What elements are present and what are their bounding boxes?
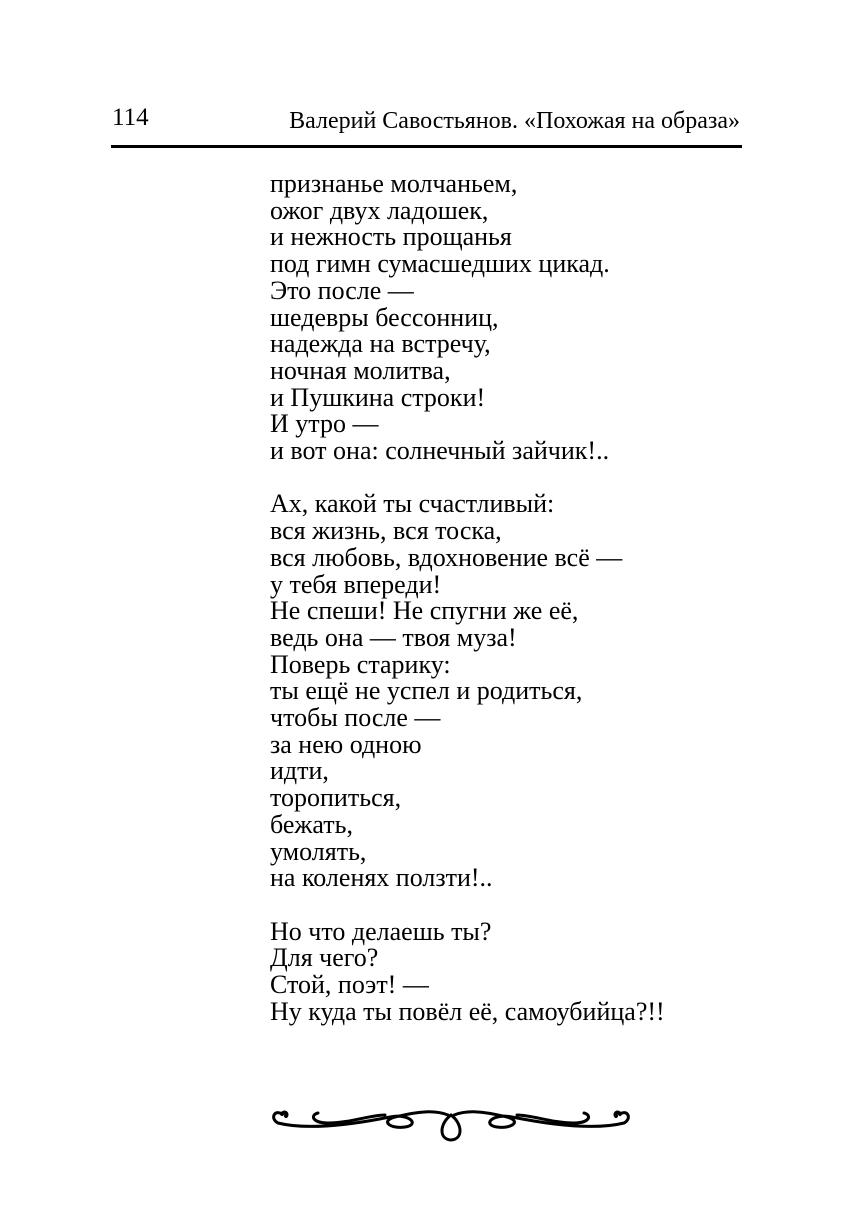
poem-line: под гимн сумасшедших цикад. [270,249,610,279]
header-rule [111,145,742,148]
poem-line: И утро — [270,409,379,439]
poem-line: Не спеши! Не спугни же её, [270,596,579,626]
poem-line: идти, [270,756,329,786]
poem-line: Для чего? [270,943,379,973]
poem-line: бежать, [270,809,353,839]
poem-line: и вот она: солнечный зайчик!.. [270,436,610,466]
poem-text [270,171,665,1052]
stanza [270,916,665,1026]
poem-line: ведь она — твоя муза! [270,622,517,652]
poem-line: Ах, какой ты счастливый: [270,489,555,519]
running-title: Валерий Савостьянов. «Похожая на образа» [289,108,740,134]
poem-line: торопиться, [270,783,402,813]
poem-line: за нею одною [270,729,422,759]
poem-line: и нежность прощанья [270,222,512,252]
poem-line: вся жизнь, вся тоска, [270,516,502,546]
poem-line: умолять, [270,836,367,866]
poem-line: вся любовь, вдохновение всё — [270,542,623,572]
poem-line: шедевры бессонниц, [270,302,499,332]
page-number: 114 [112,104,149,131]
poem-line: Стой, поэт! — [270,970,429,1000]
poem-line: у тебя впереди! [270,569,442,599]
poem-line: ожог двух ладошек, [270,195,489,225]
poem-line: признанье молчаньем, [270,169,518,198]
poem-line: Ну куда ты повёл её, самоубийца?!! [270,996,665,1026]
poem-line: Это после — [270,275,414,305]
poem-line: чтобы после — [270,703,441,733]
poem-line: ты ещё не успел и родиться, [270,676,583,706]
poem-line: Но что делаешь ты? [270,916,492,946]
poem-line: Поверь старику: [270,649,451,679]
poem-line: и Пушкина строки! [270,382,486,412]
poem-line: ночная молитва, [270,355,451,385]
stanza [270,171,665,465]
poem-line: надежда на встречу, [270,329,491,359]
running-header [112,104,740,138]
stanza [270,491,665,892]
flourish-divider-icon [270,1095,632,1145]
poem-line: на коленях ползти!.. [270,863,493,893]
